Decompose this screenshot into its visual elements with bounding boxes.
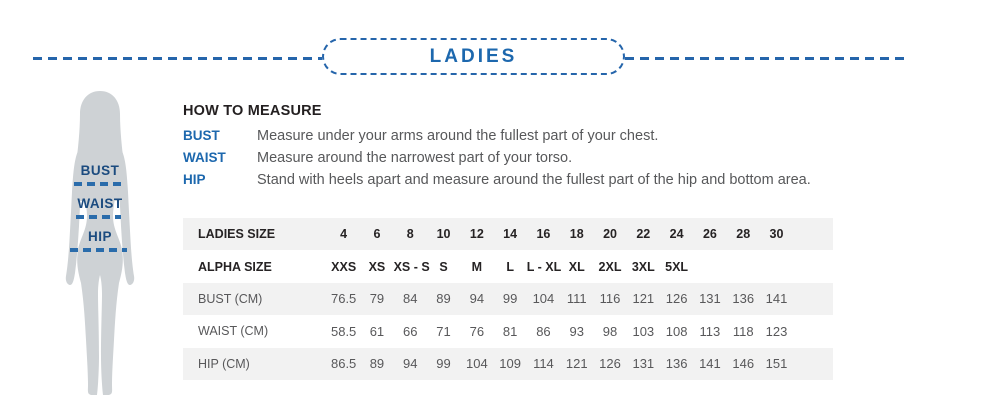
figure-bust-label: BUST bbox=[80, 163, 120, 178]
size-value-cell: 5XL bbox=[665, 259, 689, 274]
hip-instruction-label: HIP bbox=[183, 172, 206, 187]
size-value-cell: 18 bbox=[569, 227, 584, 242]
size-value-cell: XS bbox=[368, 259, 386, 274]
size-value-cell: 10 bbox=[436, 227, 451, 242]
size-value-cell: 131 bbox=[699, 291, 721, 307]
table-row bbox=[183, 283, 833, 315]
size-value-cell: 14 bbox=[503, 227, 518, 242]
size-value-cell: 98 bbox=[602, 323, 618, 339]
size-value-cell: XXS bbox=[331, 259, 357, 274]
table-row-label: WAIST (CM) bbox=[198, 324, 269, 339]
size-value-cell: 108 bbox=[665, 323, 688, 339]
header-dashed-line-left bbox=[33, 57, 322, 60]
size-table bbox=[183, 218, 833, 380]
table-row bbox=[183, 250, 833, 282]
size-value-cell: 66 bbox=[403, 323, 418, 339]
size-value-cell: 94 bbox=[403, 356, 418, 372]
size-value-cell: 4 bbox=[340, 227, 348, 242]
ladies-badge bbox=[322, 38, 625, 75]
size-value-cell: 86 bbox=[536, 323, 551, 339]
size-value-cell: 79 bbox=[369, 291, 385, 307]
size-value-cell: 136 bbox=[665, 356, 688, 372]
size-value-cell: 26 bbox=[702, 227, 717, 242]
size-value-cell: 58.5 bbox=[330, 323, 357, 339]
size-value-cell: 94 bbox=[469, 291, 485, 307]
table-row-label: HIP (CM) bbox=[198, 356, 250, 371]
hip-instruction-text: Stand with heels apart and measure around the fullest part of the hip and bottom area. bbox=[257, 172, 811, 188]
bust-instruction-row bbox=[183, 128, 893, 144]
size-value-cell: 3XL bbox=[631, 259, 655, 274]
size-value-cell: 146 bbox=[732, 356, 755, 372]
size-value-cell: 28 bbox=[736, 227, 751, 242]
size-value-cell: 2XL bbox=[598, 259, 622, 274]
size-value-cell: 81 bbox=[502, 323, 518, 339]
bust-instruction-text: Measure under your arms around the fullest part of your chest. bbox=[257, 128, 659, 144]
section-title: LADIES bbox=[429, 45, 518, 67]
size-value-cell: 109 bbox=[499, 356, 521, 372]
size-value-cell: 121 bbox=[632, 291, 655, 307]
how-to-measure-title: HOW TO MEASURE bbox=[183, 103, 322, 119]
figure-hip-dash-line bbox=[70, 248, 127, 252]
table-row bbox=[183, 348, 833, 380]
size-value-cell: 61 bbox=[369, 323, 385, 339]
size-value-cell: 76 bbox=[469, 323, 485, 339]
size-value-cell: 16 bbox=[536, 227, 551, 242]
size-value-cell: 114 bbox=[533, 356, 554, 372]
size-value-cell: M bbox=[471, 259, 483, 274]
size-value-cell: XL bbox=[568, 259, 585, 274]
table-row bbox=[183, 218, 833, 250]
figure-waist-label: WAIST bbox=[77, 196, 123, 211]
size-value-cell: 141 bbox=[765, 291, 788, 307]
table-row bbox=[183, 315, 833, 347]
size-value-cell: 99 bbox=[436, 356, 451, 372]
bust-instruction-label: BUST bbox=[183, 128, 220, 143]
size-value-cell: 151 bbox=[765, 356, 788, 372]
size-value-cell: 104 bbox=[532, 291, 555, 307]
hip-instruction-row bbox=[183, 172, 893, 188]
size-value-cell: 93 bbox=[569, 323, 584, 339]
size-value-cell: 76.5 bbox=[330, 291, 357, 307]
size-value-cell: XS - S bbox=[393, 259, 430, 274]
silhouette-head bbox=[87, 93, 114, 125]
size-value-cell: 24 bbox=[669, 227, 684, 242]
size-value-cell: 8 bbox=[406, 227, 414, 242]
size-value-cell: 86.5 bbox=[330, 356, 357, 372]
size-value-cell: 116 bbox=[599, 291, 621, 307]
size-value-cell: 99 bbox=[502, 291, 518, 307]
size-value-cell: 6 bbox=[373, 227, 381, 242]
size-value-cell: 84 bbox=[403, 291, 418, 307]
size-value-cell: 136 bbox=[732, 291, 755, 307]
size-value-cell: S bbox=[439, 259, 448, 274]
size-value-cell: 104 bbox=[465, 356, 488, 372]
size-value-cell: 131 bbox=[632, 356, 655, 372]
size-value-cell: 126 bbox=[665, 291, 688, 307]
waist-instruction-text: Measure around the narrowest part of your torso. bbox=[257, 150, 573, 166]
size-value-cell: 12 bbox=[469, 227, 484, 242]
size-value-cell: L bbox=[506, 259, 514, 274]
size-value-cell: 20 bbox=[603, 227, 617, 242]
size-value-cell: 118 bbox=[732, 323, 754, 339]
size-value-cell: 89 bbox=[369, 356, 385, 372]
figure-hip-label: HIP bbox=[87, 229, 112, 244]
figure-bust-dash-line bbox=[74, 182, 122, 186]
size-value-cell: 126 bbox=[599, 356, 621, 372]
size-value-cell: 71 bbox=[436, 323, 451, 339]
header-dashed-line-right bbox=[625, 57, 905, 60]
waist-instruction-label: WAIST bbox=[183, 150, 226, 165]
waist-instruction-row bbox=[183, 150, 893, 166]
how-to-measure-section bbox=[183, 103, 893, 194]
size-value-cell: 121 bbox=[565, 356, 588, 372]
figure-waist-dash-line bbox=[76, 215, 121, 219]
size-value-cell: 113 bbox=[699, 323, 721, 339]
table-row-label: BUST (CM) bbox=[198, 291, 263, 306]
size-value-cell: 103 bbox=[632, 323, 655, 339]
table-row-label: ALPHA SIZE bbox=[198, 259, 272, 274]
size-value-cell: 22 bbox=[636, 227, 651, 242]
size-value-cell: 141 bbox=[699, 356, 721, 372]
size-value-cell: 89 bbox=[436, 291, 451, 307]
size-value-cell: 30 bbox=[769, 227, 784, 242]
size-value-cell: 123 bbox=[765, 323, 788, 339]
size-value-cell: L - XL bbox=[526, 259, 562, 274]
table-row-label: LADIES SIZE bbox=[198, 227, 276, 242]
size-value-cell: 111 bbox=[566, 291, 587, 307]
